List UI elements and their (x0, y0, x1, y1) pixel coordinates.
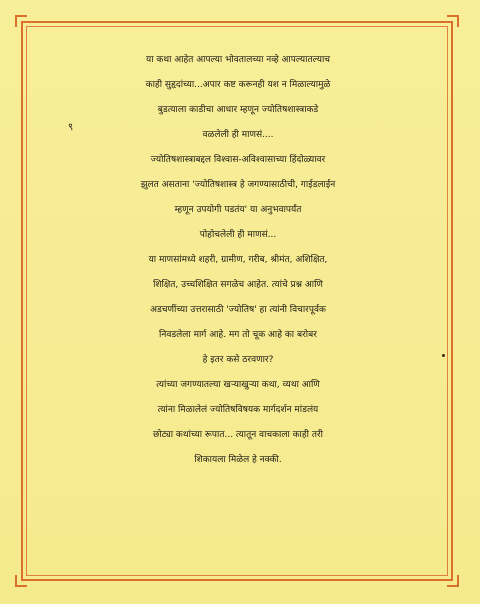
corner-ornament-top-left (15, 15, 27, 27)
blurb-line: म्हणून उपयोगी पडतंय' या अनुभवापर्यंत (174, 205, 302, 215)
blurb-line: पोहोचलेली ही माणसं... (199, 230, 277, 240)
corner-ornament-bottom-right (447, 575, 459, 587)
blurb-line: काही सुहृदांच्या...अपार कष्ट करूनही यश न मिळाल्यामुळे (145, 80, 331, 90)
blurb-line: शिक्षित, उच्चशिक्षित सगळेच आहेत. त्यांचे प्रश्न आणि (153, 280, 323, 290)
blurb-line: या माणसांमध्ये शहरी, ग्रामीण, गरीब, श्रीमंत, अशिक्षित, (148, 255, 328, 265)
blurb-line: निवडलेला मार्ग आहे. मग तो चूक आहे का बरोबर (159, 330, 317, 340)
blurb-line: त्यांच्या जगण्यातल्या खऱ्याखुऱ्या कथा, व्यथा आणि (156, 380, 320, 390)
blurb-line: झुलत असताना 'ज्योतिषशास्त्र हे जगण्यासाठीची, गाईडलाईन (140, 180, 336, 190)
blurb-line: हे इतर कसे ठरवणार? (202, 355, 274, 365)
blurb-line: छोट्या कथांच्या रूपात... त्यातून वाचकाला काही तरी (152, 430, 324, 440)
margin-mark: ९ (68, 122, 74, 133)
blurb-line: ज्योतिषशास्त्राबद्दल विश्वास-अविश्वासाच्या हिंदोळ्यावर (150, 155, 326, 165)
blurb-line: त्यांना मिळालेलं ज्योतिषविषयक मार्गदर्शन मांडलंय (157, 405, 319, 415)
blurb-line: वळलेली ही माणसं.... (202, 130, 274, 140)
blurb-line: शिकायला मिळेल हे नक्की. (194, 455, 282, 465)
blurb-line: या कथा आहेत आपल्या भोवतालच्या नव्हे आपल्यातल्याच (146, 55, 330, 65)
corner-ornament-bottom-left (15, 575, 27, 587)
blurb-line: अडचणींच्या उत्तरासाठी 'ज्योतिष' हा त्यांनी विचारपूर्वक (150, 305, 326, 315)
blurb-line: बुडत्याला काडीचा आधार म्हणून ज्योतिषशास्त्राकडे (157, 105, 319, 115)
corner-ornament-top-right (447, 15, 459, 27)
blurb-text (30, 48, 446, 473)
